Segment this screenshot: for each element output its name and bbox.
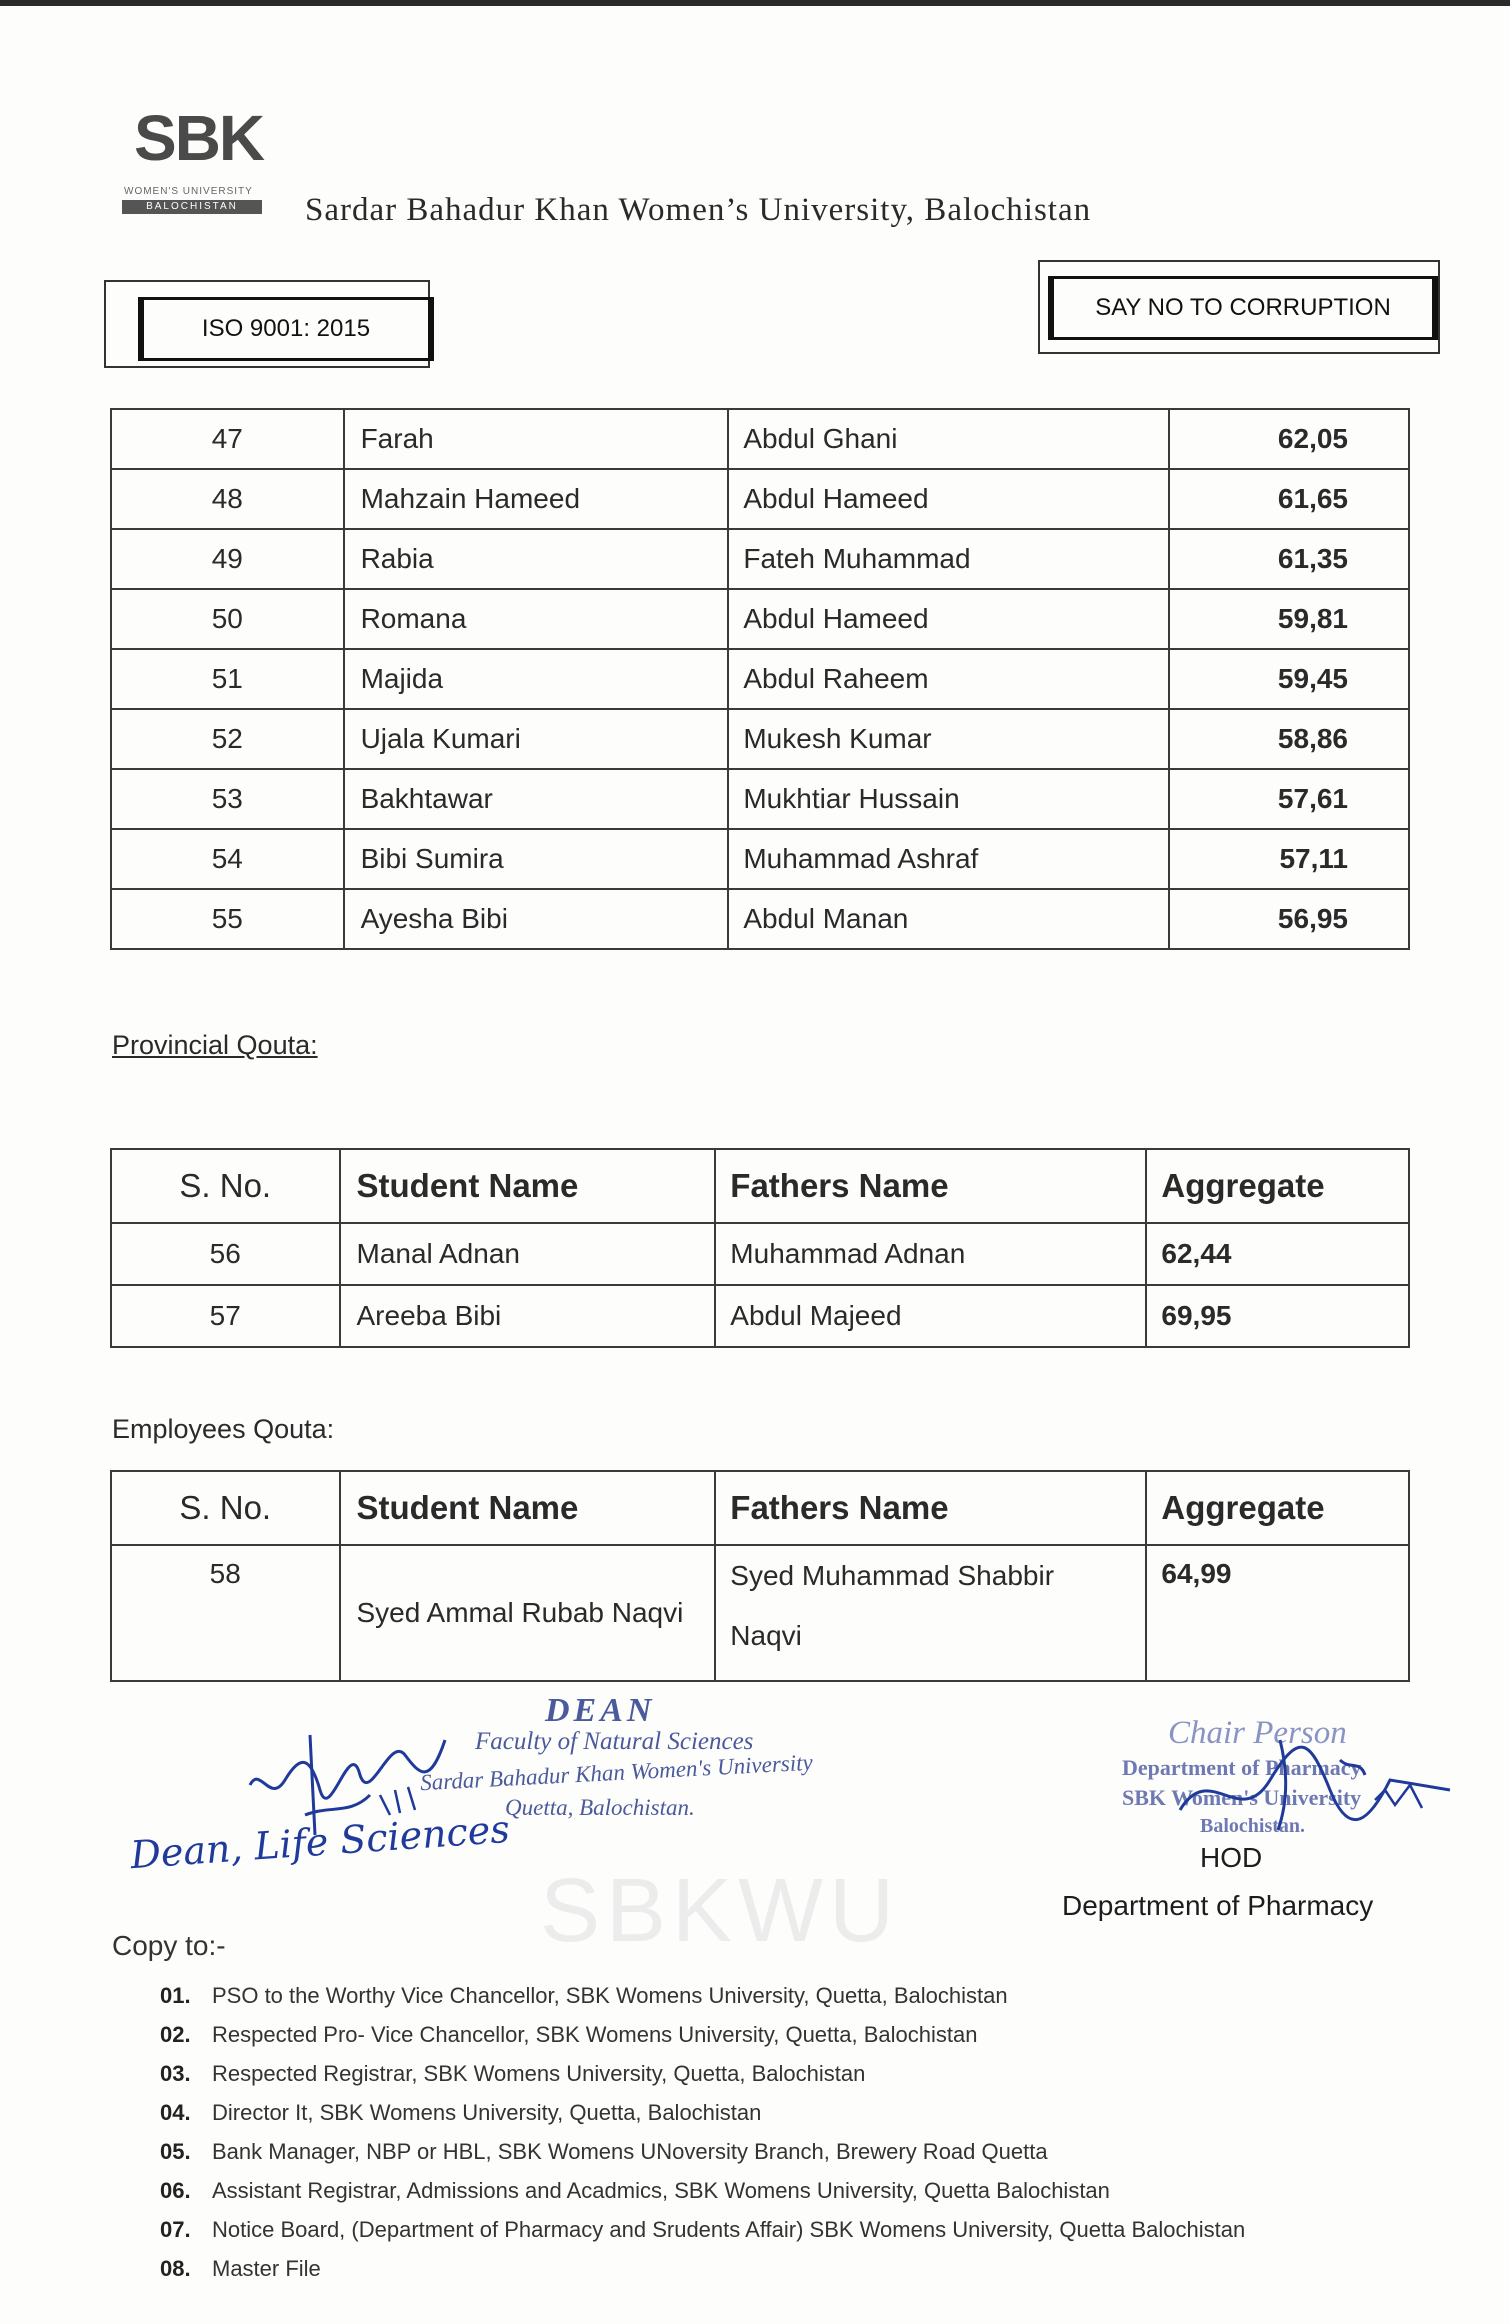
dean-handwritten-note: Dean, Life Sciences xyxy=(128,1806,512,1878)
cell-aggregate: 59,45 xyxy=(1169,649,1409,709)
cell-father: Abdul Ghani xyxy=(728,409,1168,469)
cell-student: Ujala Kumari xyxy=(344,709,729,769)
list-item-text: Master File xyxy=(212,2256,321,2281)
cell-student: Rabia xyxy=(344,529,729,589)
chair-stamp-line1: Chair Person xyxy=(1168,1715,1347,1751)
table-row xyxy=(111,589,1409,649)
table-row xyxy=(111,769,1409,829)
list-item xyxy=(160,1976,1245,2015)
university-logo xyxy=(120,100,270,220)
cell-student: Areeba Bibi xyxy=(340,1285,716,1347)
cell-sno: 49 xyxy=(111,529,344,589)
cell-sno: 47 xyxy=(111,409,344,469)
cell-father: Abdul Hameed xyxy=(728,589,1168,649)
table-row xyxy=(111,649,1409,709)
cell-aggregate: 61,35 xyxy=(1169,529,1409,589)
cell-sno: 52 xyxy=(111,709,344,769)
table-row xyxy=(111,1285,1409,1347)
copy-to-list xyxy=(160,1976,1245,2288)
list-item xyxy=(160,2015,1245,2054)
col-header-sno: S. No. xyxy=(111,1471,340,1545)
provincial-quota-heading: Provincial Qouta: xyxy=(112,1030,318,1060)
cell-aggregate: 58,86 xyxy=(1169,709,1409,769)
cell-father: Abdul Majeed xyxy=(715,1285,1146,1347)
logo-subtitle: WOMEN'S UNIVERSITY xyxy=(124,186,253,197)
list-item-number: 05. xyxy=(160,2139,191,2164)
list-item-number: 03. xyxy=(160,2061,191,2086)
list-item-number: 04. xyxy=(160,2100,191,2125)
col-header-student: Student Name xyxy=(340,1149,716,1223)
dean-stamp-line2: Sardar Bahadur Khan Women's University xyxy=(419,1749,814,1796)
top-border xyxy=(0,0,1510,6)
cell-student: Syed Ammal Rubab Naqvi xyxy=(340,1545,716,1681)
col-header-father: Fathers Name xyxy=(715,1471,1146,1545)
corruption-label: SAY NO TO CORRUPTION xyxy=(1095,294,1391,321)
cell-student: Bibi Sumira xyxy=(344,829,729,889)
cell-aggregate: 69,95 xyxy=(1146,1285,1409,1347)
hod-label: HOD xyxy=(1200,1842,1263,1873)
dean-stamp-line3: Quetta, Balochistan. xyxy=(505,1795,695,1820)
cell-father: Muhammad Adnan xyxy=(715,1223,1146,1285)
list-item-text: Assistant Registrar, Admissions and Acadmics, SBK Womens University, Quetta Balochistan xyxy=(212,2178,1110,2203)
list-item-number: 02. xyxy=(160,2022,191,2047)
cell-aggregate: 57,61 xyxy=(1169,769,1409,829)
cell-student: Farah xyxy=(344,409,729,469)
col-header-father: Fathers Name xyxy=(715,1149,1146,1223)
cell-aggregate: 57,11 xyxy=(1169,829,1409,889)
cell-student: Manal Adnan xyxy=(340,1223,716,1285)
list-item xyxy=(160,2132,1245,2171)
logo-mark: SBK xyxy=(134,102,264,174)
cell-father: Mukesh Kumar xyxy=(728,709,1168,769)
cell-student: Majida xyxy=(344,649,729,709)
list-item-number: 08. xyxy=(160,2256,191,2281)
cell-student: Bakhtawar xyxy=(344,769,729,829)
table-row xyxy=(111,529,1409,589)
chair-stamp-line4: Balochistan. xyxy=(1200,1815,1306,1837)
col-header-aggregate: Aggregate xyxy=(1146,1471,1409,1545)
cell-sno: 55 xyxy=(111,889,344,949)
col-header-sno: S. No. xyxy=(111,1149,340,1223)
copy-to-heading: Copy to:- xyxy=(112,1930,226,1961)
cell-aggregate: 62,44 xyxy=(1146,1223,1409,1285)
cell-father: Mukhtiar Hussain xyxy=(728,769,1168,829)
employees-quota-heading: Employees Qouta: xyxy=(112,1414,335,1444)
list-item-text: Bank Manager, NBP or HBL, SBK Womens UNoversity Branch, Brewery Road Quetta xyxy=(212,2139,1048,2164)
cell-father xyxy=(715,1545,1146,1681)
cell-aggregate: 61,65 xyxy=(1169,469,1409,529)
cell-aggregate: 59,81 xyxy=(1169,589,1409,649)
cell-father-line2: Naqvi xyxy=(730,1620,802,1651)
col-header-aggregate: Aggregate xyxy=(1146,1149,1409,1223)
cell-father: Muhammad Ashraf xyxy=(728,829,1168,889)
cell-sno: 50 xyxy=(111,589,344,649)
cell-student: Romana xyxy=(344,589,729,649)
list-item xyxy=(160,2093,1245,2132)
table-row xyxy=(111,409,1409,469)
university-title: Sardar Bahadur Khan Women’s University, Balochistan xyxy=(305,192,1092,228)
cell-aggregate: 62,05 xyxy=(1169,409,1409,469)
table-row xyxy=(111,469,1409,529)
watermark-text: SBKWU xyxy=(540,1861,901,1961)
list-item-text: PSO to the Worthy Vice Chancellor, SBK Womens University, Quetta, Balochistan xyxy=(212,1983,1008,2008)
cell-sno: 57 xyxy=(111,1285,340,1347)
cell-aggregate: 56,95 xyxy=(1169,889,1409,949)
list-item xyxy=(160,2249,1245,2288)
table-row xyxy=(111,1223,1409,1285)
list-item-text: Respected Pro- Vice Chancellor, SBK Womens University, Quetta, Balochistan xyxy=(212,2022,978,2047)
dean-stamp-line1: Faculty of Natural Sciences xyxy=(475,1728,754,1755)
cell-student: Ayesha Bibi xyxy=(344,889,729,949)
table-row xyxy=(111,709,1409,769)
employees-quota-table xyxy=(110,1470,1410,1682)
chair-signature-icon xyxy=(1160,1720,1460,1840)
col-header-student: Student Name xyxy=(340,1471,716,1545)
table-row xyxy=(111,889,1409,949)
list-item-text: Director It, SBK Womens University, Quetta, Balochistan xyxy=(212,2100,762,2125)
department-label: Department of Pharmacy xyxy=(1062,1890,1374,1921)
cell-sno: 58 xyxy=(111,1545,340,1681)
list-item-text: Respected Registrar, SBK Womens University, Quetta, Balochistan xyxy=(212,2061,866,2086)
cell-sno: 56 xyxy=(111,1223,340,1285)
cell-student: Mahzain Hameed xyxy=(344,469,729,529)
list-item-text: Notice Board, (Department of Pharmacy and Srudents Affair) SBK Womens University, Quetta Balochistan xyxy=(212,2217,1246,2242)
chair-stamp-line2: Department of Pharmacy xyxy=(1122,1755,1362,1780)
list-item-number: 06. xyxy=(160,2178,191,2203)
list-item-number: 01. xyxy=(160,1983,191,2008)
list-item xyxy=(160,2171,1245,2210)
cell-father-line1: Syed Muhammad Shabbir xyxy=(730,1560,1055,1591)
list-item xyxy=(160,2210,1245,2249)
cell-father: Abdul Raheem xyxy=(728,649,1168,709)
table-row xyxy=(111,1545,1409,1681)
cell-sno: 53 xyxy=(111,769,344,829)
cell-father: Fateh Muhammad xyxy=(728,529,1168,589)
cell-father: Abdul Hameed xyxy=(728,469,1168,529)
list-item-number: 07. xyxy=(160,2217,191,2242)
cell-father: Abdul Manan xyxy=(728,889,1168,949)
list-item xyxy=(160,2054,1245,2093)
cell-aggregate: 64,99 xyxy=(1146,1545,1409,1681)
provincial-quota-table xyxy=(110,1148,1410,1348)
iso-label: ISO 9001: 2015 xyxy=(201,315,371,342)
cell-sno: 54 xyxy=(111,829,344,889)
cell-sno: 51 xyxy=(111,649,344,709)
dean-stamp-title: DEAN xyxy=(545,1692,656,1729)
logo-banner: BALOCHISTAN xyxy=(122,200,262,214)
cell-sno: 48 xyxy=(111,469,344,529)
chair-stamp-line3: SBK Women's University xyxy=(1122,1785,1362,1810)
table-row xyxy=(111,829,1409,889)
merit-list-table xyxy=(110,408,1410,950)
